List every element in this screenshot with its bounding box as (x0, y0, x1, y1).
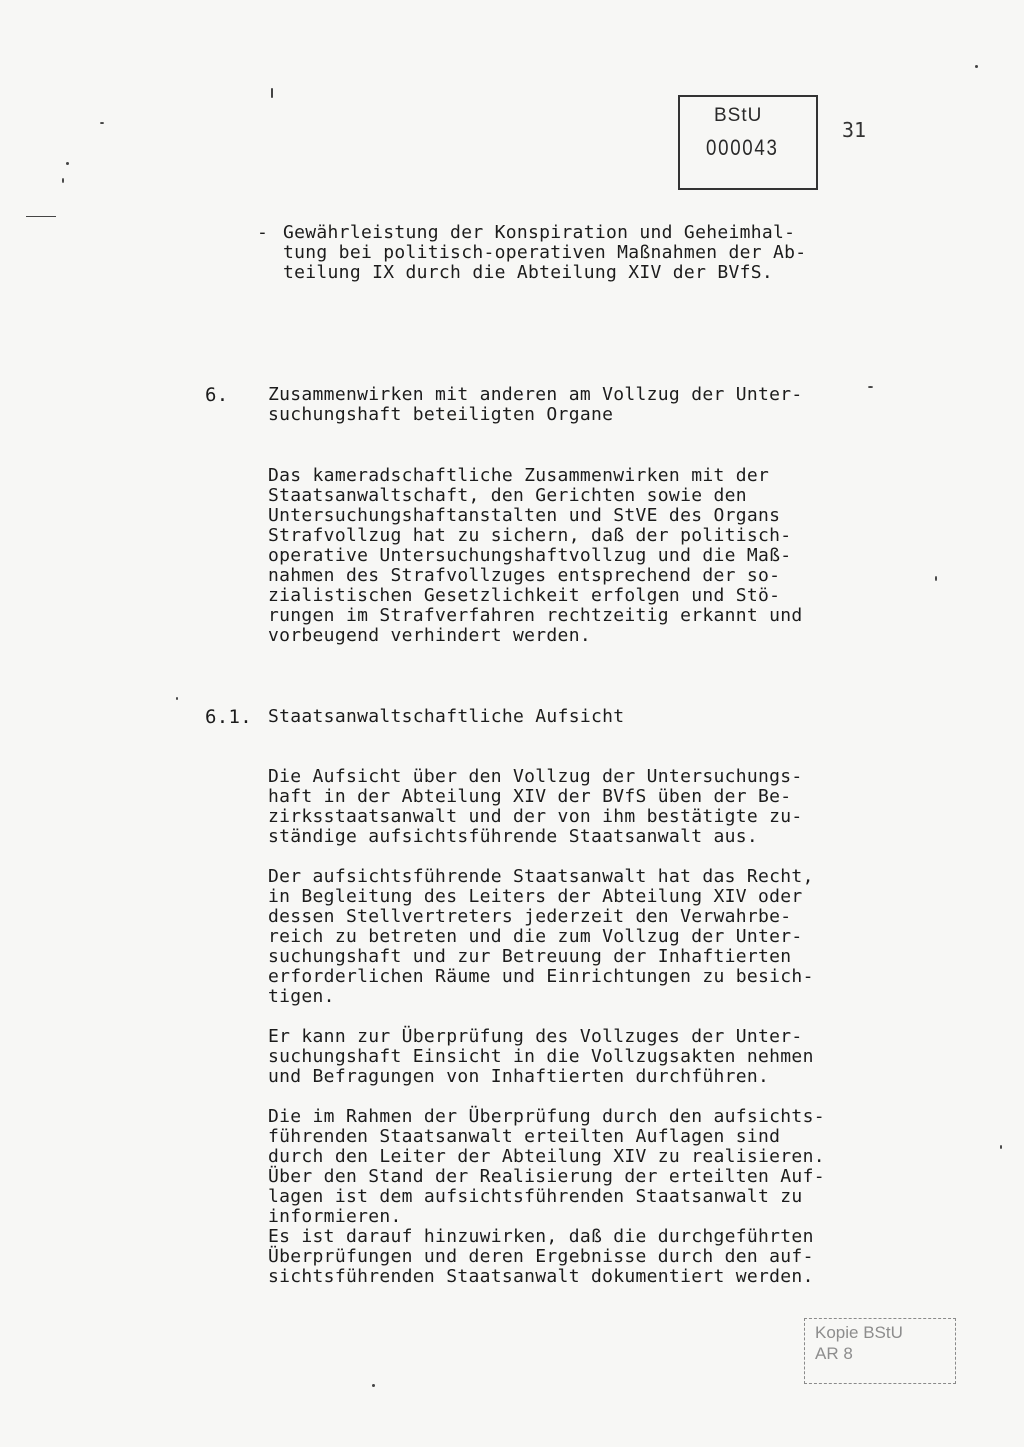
section-6-number: 6. (205, 384, 229, 406)
section-6-1-p3-line-3: und Befragungen von Inhaftierten durchführen. (268, 1066, 770, 1087)
scan-speck (100, 122, 104, 124)
bullet-line-3: teilung IX durch die Abteilung XIV der BVfS. (283, 262, 774, 283)
section-6-para-line-2: Staatsanwaltschaft, den Gerichten sowie den (268, 485, 747, 506)
section-6-1-p4-line-1: Die im Rahmen der Überprüfung durch den aufsichts- (268, 1106, 825, 1127)
section-6-para-line-6: nahmen des Strafvollzuges entsprechend der so- (268, 565, 781, 586)
scan-mark (26, 216, 56, 217)
copy-stamp (804, 1318, 956, 1384)
section-6-1-p2-line-4: reich zu betreten und die zum Vollzug der Unter- (268, 926, 803, 947)
section-6-1-p2-line-6: erforderlichen Räume und Einrichtungen zu besich- (268, 966, 814, 987)
section-6-1-p3-line-2: suchungshaft Einsicht in die Vollzugsakten nehmen (268, 1046, 814, 1067)
section-6-para-line-4: Strafvollzug hat zu sichern, daß der politisch- (268, 525, 792, 546)
section-6-para-line-3: Untersuchungshaftanstalten und StVE des Organs (268, 505, 781, 526)
section-6-1-p2-line-2: in Begleitung des Leiters der Abteilung XIV oder (268, 886, 803, 907)
section-6-1-p4-line-3: durch den Leiter der Abteilung XIV zu realisieren. (268, 1146, 825, 1167)
section-6-para-line-7: zialistischen Gesetzlichkeit erfolgen und Stö- (268, 585, 781, 606)
scan-speck (868, 386, 873, 388)
section-6-1-p4-line-8: Überprüfungen und deren Ergebnisse durch den auf- (268, 1246, 814, 1267)
section-6-para-line-9: vorbeugend verhindert werden. (268, 625, 591, 646)
section-6-1-p2-line-3: dessen Stellvertreters jederzeit den Verwahrbe- (268, 906, 792, 927)
section-6-1-p4-line-7: Es ist darauf hinzuwirken, daß die durchgeführten (268, 1226, 814, 1247)
scan-mark (271, 88, 273, 98)
section-6-1-p1-line-2: haft in der Abteilung XIV der BVfS üben der Be- (268, 786, 792, 807)
scan-speck (176, 697, 178, 700)
copy-stamp-line-2: AR 8 (815, 1344, 853, 1363)
bullet-line-2: tung bei politisch-operativen Maßnahmen der Ab- (283, 242, 807, 263)
section-6-1-p2-line-5: suchungshaft und zur Betreuung der Inhaftierten (268, 946, 792, 967)
stamp-archive-number: 000043 (706, 135, 779, 160)
section-6-1-p4-line-2: führenden Staatsanwalt erteilten Auflagen sind (268, 1126, 781, 1147)
section-6-heading-line-2: suchungshaft beteiligten Organe (268, 404, 614, 425)
section-6-1-p1-line-1: Die Aufsicht über den Vollzug der Untersuchungs- (268, 766, 803, 787)
section-6-1-p4-line-9: sichtsführenden Staatsanwalt dokumentiert werden. (268, 1266, 814, 1287)
section-6-para-line-5: operative Untersuchungshaftvollzug und die Maß- (268, 545, 792, 566)
section-6-1-p2-line-1: Der aufsichtsführende Staatsanwalt hat das Recht, (268, 866, 814, 887)
section-6-1-p4-line-5: lagen ist dem aufsichtsführenden Staatsanwalt zu (268, 1186, 803, 1207)
section-6-heading-line-1: Zusammenwirken mit anderen am Vollzug der Unter- (268, 384, 803, 405)
copy-stamp-line-1: Kopie BStU (815, 1323, 903, 1342)
scan-speck (935, 576, 937, 581)
bullet-marker: - (257, 222, 269, 243)
stamp-archive-name: BStU (714, 105, 763, 126)
scan-speck (1000, 1145, 1002, 1149)
scan-speck (62, 178, 64, 183)
section-6-1-p1-line-3: zirksstaatsanwalt und der von ihm bestätigte zu- (268, 806, 803, 827)
archive-stamp (678, 95, 818, 190)
section-6-para-line-1: Das kameradschaftliche Zusammenwirken mit der (268, 465, 770, 486)
section-6-1-p4-line-4: Über den Stand der Realisierung der erteilten Auf- (268, 1166, 825, 1187)
section-6-1-p4-line-6: informieren. (268, 1206, 402, 1227)
section-6-1-p1-line-4: ständige aufsichtsführende Staatsanwalt aus. (268, 826, 759, 847)
scan-speck (372, 1384, 375, 1387)
section-6-1-heading: Staatsanwaltschaftliche Aufsicht (268, 706, 625, 727)
scan-speck (975, 65, 978, 68)
section-6-1-p3-line-1: Er kann zur Überprüfung des Vollzuges der Unter- (268, 1026, 803, 1047)
scan-speck (66, 162, 69, 165)
section-6-1-number: 6.1. (205, 706, 252, 728)
section-6-para-line-8: rungen im Strafverfahren rechtzeitig erkannt und (268, 605, 803, 626)
bullet-line-1: Gewährleistung der Konspiration und Geheimhal- (283, 222, 796, 243)
page-number: 31 (842, 118, 867, 142)
section-6-1-p2-line-7: tigen. (268, 986, 335, 1007)
